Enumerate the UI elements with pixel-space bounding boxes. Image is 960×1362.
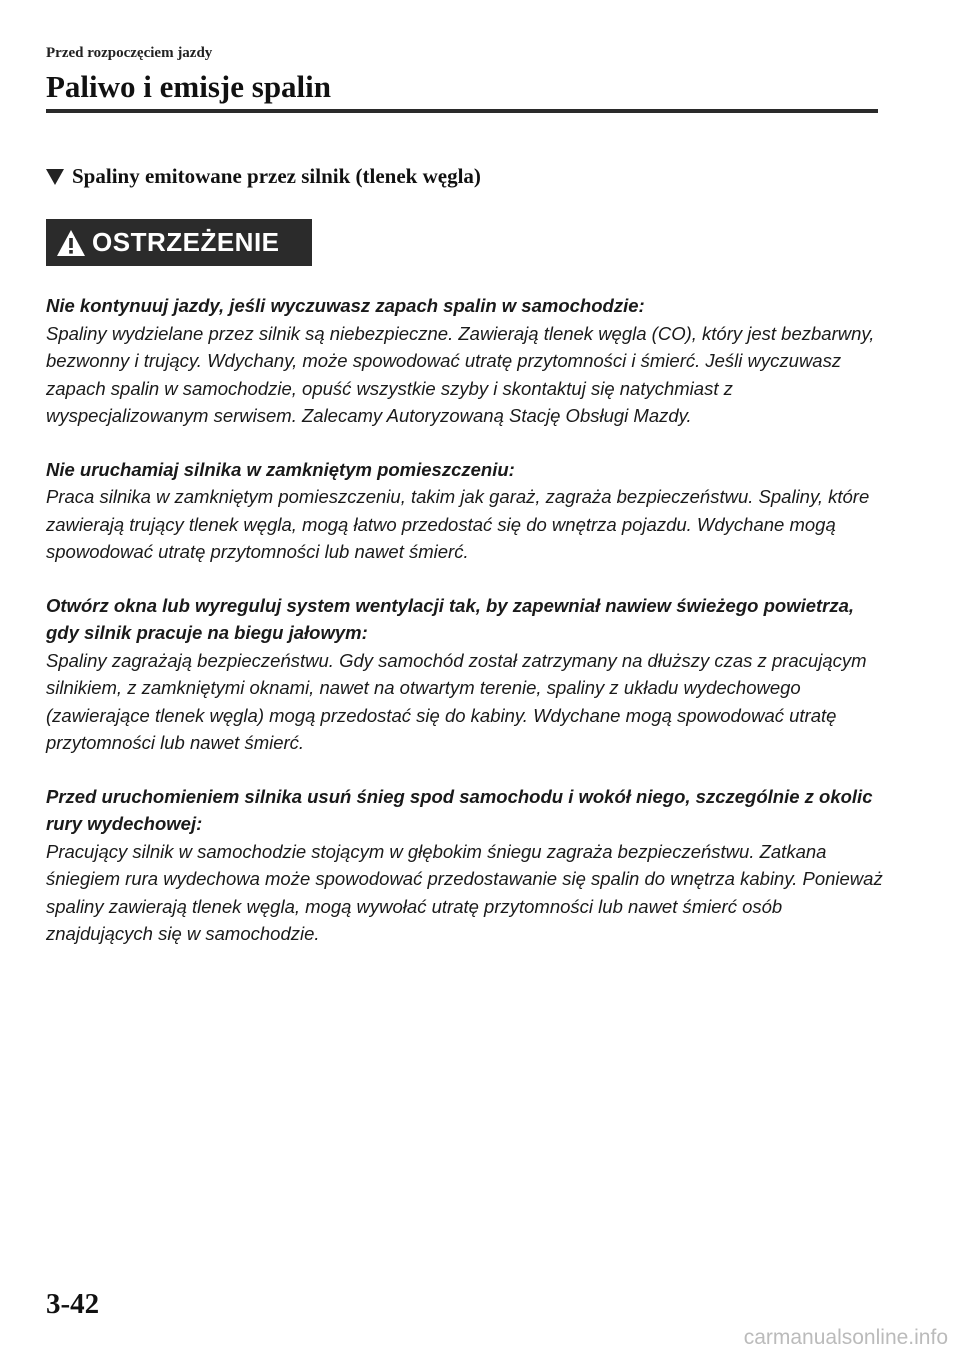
warning-title: Otwórz okna lub wyreguluj system wentylacji tak, by zapewniał nawiew świeżego powietrza, gdy silnik pracuje na biegu jałowym: (46, 594, 855, 643)
warning-body: Spaliny wydzielane przez silnik są niebezpieczne. Zawierają tlenek węgla (CO), który jest bezbarwny, bezwonny i trujący. Wdychany, może spowodować utratę przytomności i śmierć. Jeśli wyczuwasz zapach spalin w samochodzie, opuść wszystkie szyby i skontaktuj się natychmiast z wyspecjalizowanym serwisem. Zalecamy Autoryzowaną Stację Obsługi Mazdy. (46, 322, 875, 426)
warning-banner (46, 219, 312, 266)
warning-item (46, 783, 886, 948)
warning-item (46, 592, 886, 757)
warning-triangle-icon (56, 229, 86, 257)
warning-body: Pracujący silnik w samochodzie stojącym w głębokim śniegu zagraża bezpieczeństwu. Zatkana śniegiem rura wydechowa może spowodować przedostawanie się spalin do wnętrza kabiny. Ponieważ spaliny zawierają tlenek węgla, mogą wywołać utratę przytomności lub nawet śmierć osób znajdujących się w samochodzie. (46, 840, 883, 944)
page-title: Paliwo i emisje spalin (46, 69, 332, 104)
warning-title: Nie uruchamiaj silnika w zamkniętym pomieszczeniu: (46, 458, 515, 480)
triangle-down-icon (46, 169, 64, 185)
page-header (46, 44, 878, 106)
page-number: 3-42 (46, 1288, 100, 1320)
breadcrumb: Przed rozpoczęciem jazdy (46, 45, 213, 61)
warning-title: Nie kontynuuj jazdy, jeśli wyczuwasz zapach spalin w samochodzie: (46, 295, 645, 316)
warning-item (46, 456, 886, 566)
warning-item (46, 292, 886, 430)
warning-title: Przed uruchomieniem silnika usuń śnieg spod samochodu i wokół niego, szczególnie z okolic rury wydechowej: (46, 785, 873, 834)
header-divider (46, 109, 878, 113)
warning-body: Spaliny zagrażają bezpieczeństwu. Gdy samochód został zatrzymany na dłuższy czas z pracującym silnikiem, z zamkniętymi oknami, nawet na otwartym terenie, spaliny z układu wydechowego (zawierające tlenek węgla) mogą przedostać się do kabiny. Wdychane mogą spowodować utratę przytomności lub nawet śmierć. (46, 649, 867, 753)
section-heading-text: Spaliny emitowane przez silnik (tlenek węgla) (72, 164, 481, 188)
watermark: carmanualsonline.info (743, 1326, 948, 1349)
section-heading (46, 164, 481, 189)
warning-label: OSTRZEŻENIE (92, 227, 280, 257)
warning-list (46, 292, 886, 974)
warning-body: Praca silnika w zamkniętym pomieszczeniu, takim jak garaż, zagraża bezpieczeństwu. Spaliny, które zawierają trujący tlenek węgla, mogą łatwo przedostać się do wnętrza pojazdu. Wdychane mogą spowodować utratę przytomności lub nawet śmierć. (46, 486, 870, 562)
